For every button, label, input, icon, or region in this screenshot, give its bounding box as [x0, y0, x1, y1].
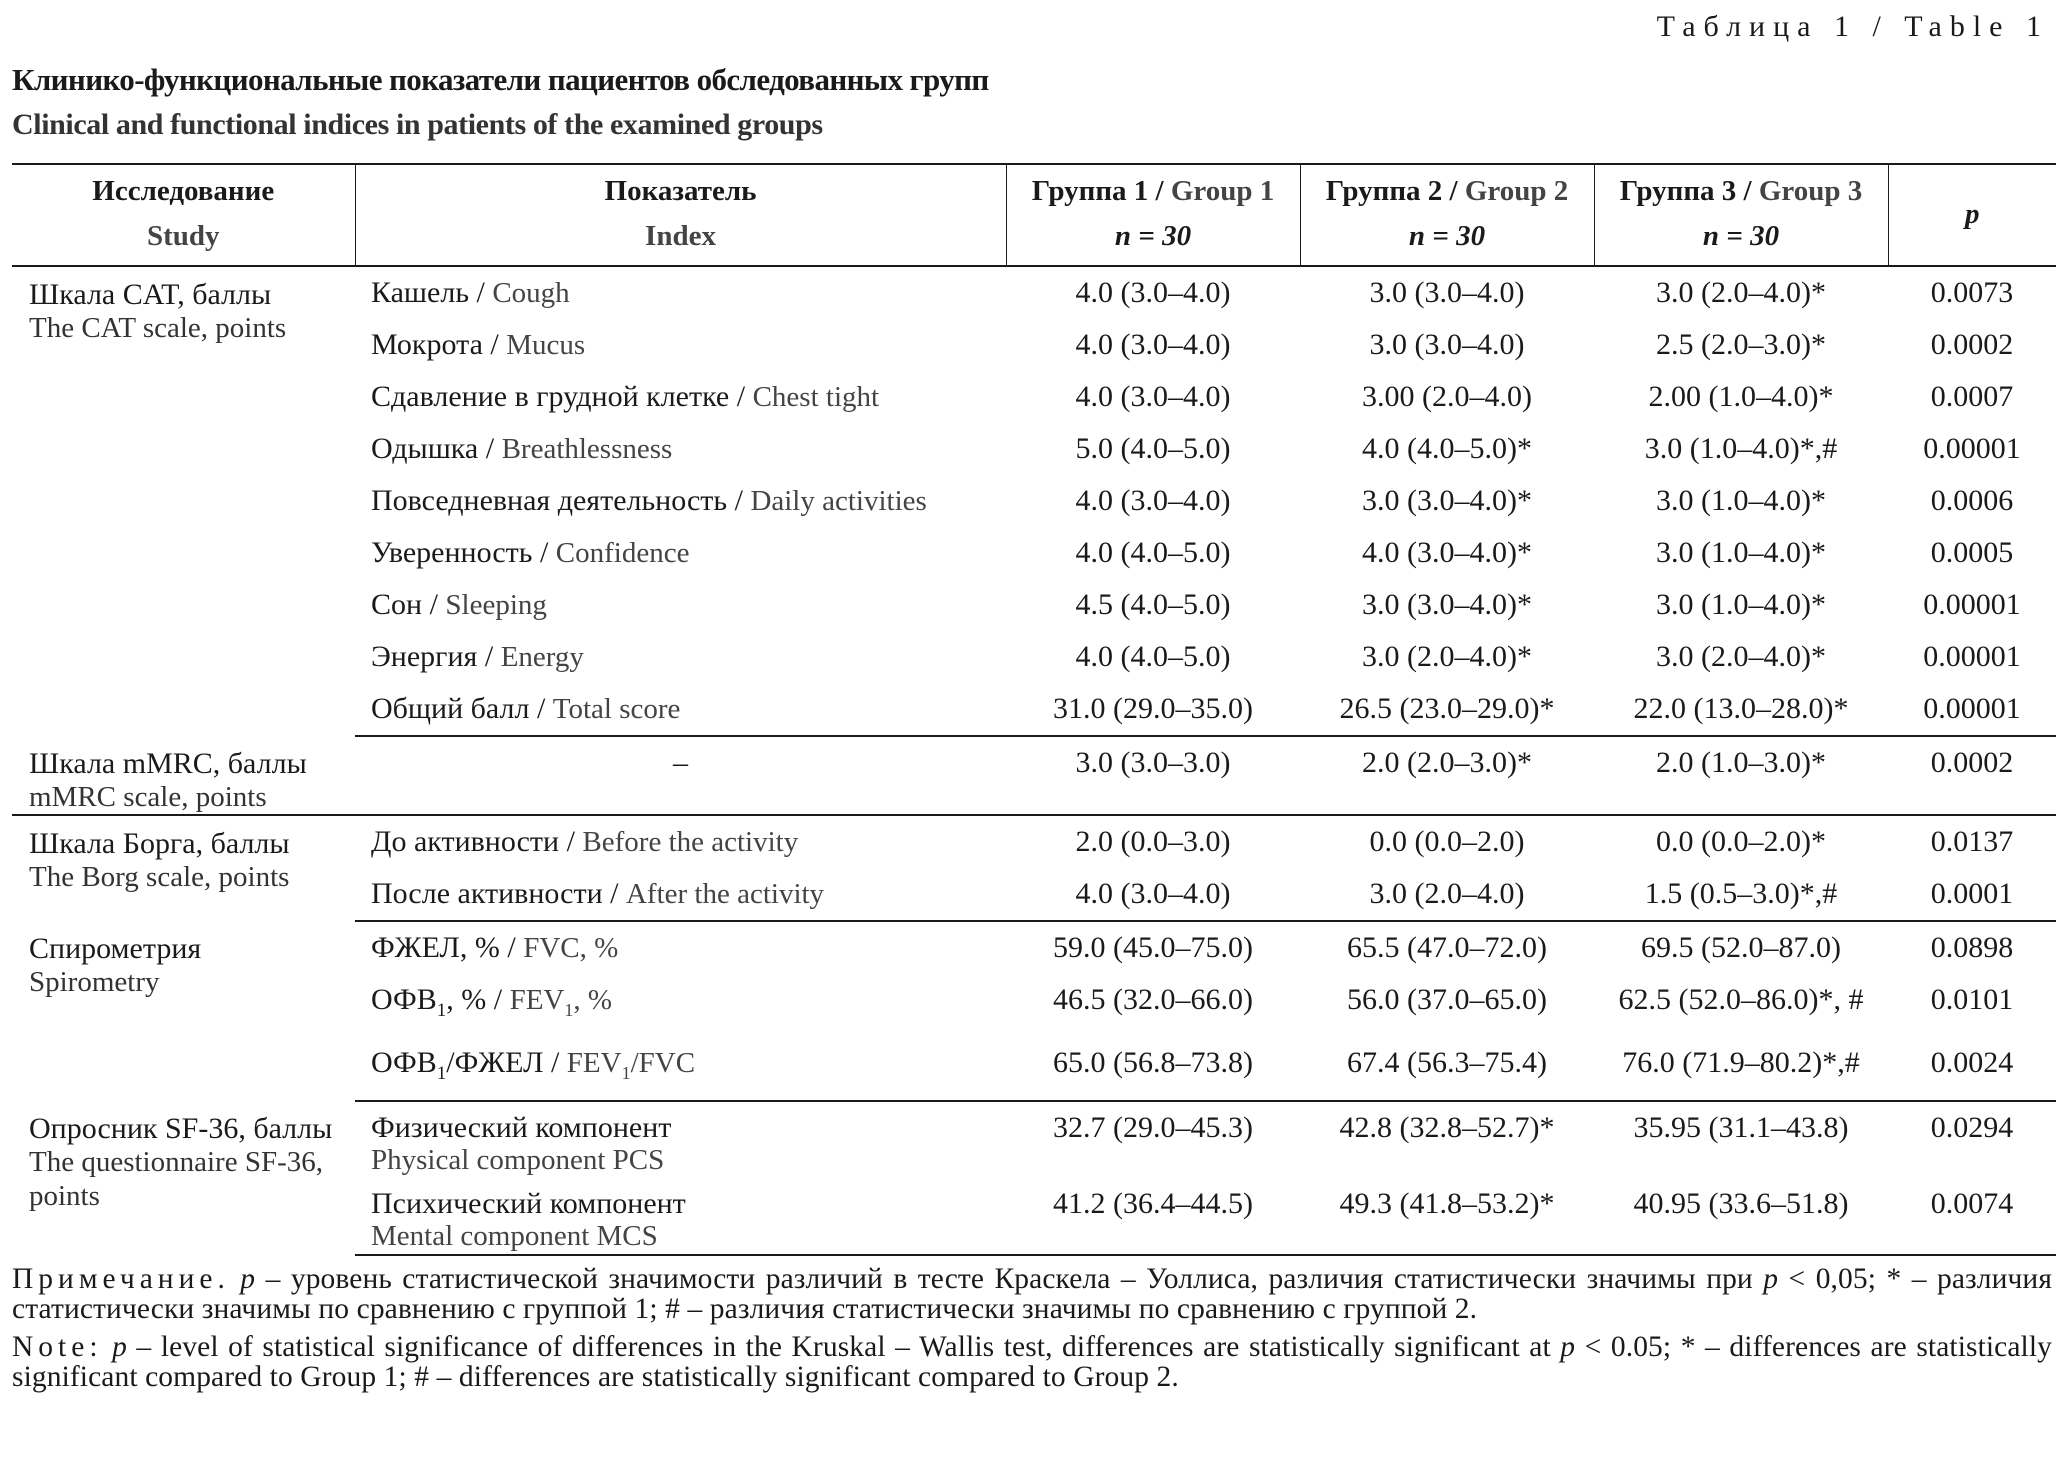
note-en-p: p — [112, 1331, 127, 1363]
study-cell — [12, 815, 355, 921]
study-name-en: The Borg scale, points — [29, 861, 290, 893]
group-1-value: 4.5 (4.0–5.0) — [1075, 588, 1231, 621]
group-1-value: 4.0 (3.0–4.0) — [1075, 328, 1231, 361]
p-value: 0.00001 — [1923, 588, 2021, 621]
group-1-value: 32.7 (29.0–45.3) — [1053, 1111, 1253, 1144]
header-group-2: Группа 2 / Group 2 n = 30 — [1300, 164, 1594, 266]
index-cell: Мокрота / Mucus — [371, 328, 586, 361]
index-cell: Кашель / Cough — [371, 276, 570, 309]
index-cell: Повседневная деятельность / Daily activities — [371, 484, 927, 517]
index-en-rest: , % — [573, 984, 613, 1016]
index-cell: $ОФВ_1$, % / $FEV_1$, % — [371, 983, 613, 1021]
header-index-en: Index — [645, 220, 716, 252]
index-name-ru: Повседневная деятельность — [371, 484, 728, 517]
group-3-value: 35.95 (31.1–43.8) — [1633, 1111, 1849, 1144]
study-name-ru: Спирометрия — [29, 932, 202, 965]
index-name-en: Total score — [552, 693, 681, 725]
table-label: Таблица 1 / Table 1 — [1656, 10, 2049, 43]
p-value: 0.0005 — [1930, 536, 2014, 569]
index-name-ru: Сон — [371, 588, 423, 621]
group-1-value: 2.0 (0.0–3.0) — [1075, 825, 1231, 858]
header-group-ru: Группа 1 — [1031, 175, 1149, 207]
study-cell — [12, 921, 355, 1101]
index-name-en — [566, 1047, 696, 1083]
group-3-value: 3.0 (2.0–4.0)* — [1656, 640, 1826, 673]
group-2-value: 42.8 (32.8–52.7)* — [1339, 1111, 1555, 1144]
table-row — [12, 1101, 2056, 1178]
index-ru-base: ОФВ — [371, 983, 437, 1016]
index-name-ru — [371, 983, 487, 1021]
index-name-ru: ФЖЕЛ, % — [371, 931, 500, 964]
index-name-ru: Психический компонент — [371, 1187, 686, 1220]
header-study-ru: Исследование — [92, 175, 275, 207]
index-cell: Сон / Sleeping — [371, 588, 547, 621]
group-3-value: 69.5 (52.0–87.0) — [1641, 931, 1841, 964]
group-2-value: 4.0 (4.0–5.0)* — [1362, 432, 1532, 465]
group-3-value: 3.0 (2.0–4.0)* — [1656, 276, 1826, 309]
index-name-en: Daily activities — [750, 485, 927, 517]
header-study-en: Study — [146, 220, 220, 252]
p-value: 0.0294 — [1930, 1111, 2014, 1144]
index-cell: До активности / Before the activity — [371, 825, 799, 858]
group-2-value: 0.0 (0.0–2.0) — [1369, 825, 1525, 858]
group-1-value: 46.5 (32.0–66.0) — [1053, 983, 1253, 1016]
index-cell: Одышка / Breathlessness — [371, 432, 673, 465]
group-2-value: 3.0 (3.0–4.0)* — [1362, 588, 1532, 621]
group-3-value: 3.0 (1.0–4.0)*,# — [1644, 432, 1838, 465]
p-value: 0.0002 — [1888, 736, 2056, 815]
p-value: 0.0006 — [1930, 484, 2014, 517]
group-1-value: 4.0 (3.0–4.0) — [1075, 484, 1231, 517]
study-name-en: The CAT scale, points — [29, 312, 287, 344]
index-name-ru: Общий балл — [371, 692, 530, 725]
group-1-value: 59.0 (45.0–75.0) — [1053, 931, 1253, 964]
group-2-value: 56.0 (37.0–65.0) — [1347, 983, 1547, 1016]
group-1-value: 65.0 (56.8–73.8) — [1006, 1037, 1300, 1101]
header-group-n: n = 30 — [1408, 220, 1486, 252]
table-title-ru: Клинико-функциональные показатели пациентов обследованных групп — [12, 62, 989, 97]
header-p — [1888, 164, 2056, 266]
group-3-value: 3.0 (1.0–4.0)* — [1656, 536, 1826, 569]
index-name-ru: После активности — [371, 877, 603, 910]
group-2-value: 67.4 (56.3–75.4) — [1300, 1037, 1594, 1101]
index-name-en: Chest tight — [752, 381, 880, 413]
study-name-ru: Шкала CAT, баллы — [29, 278, 272, 311]
index-en-subscript: 1 — [564, 999, 574, 1020]
table-header-row — [12, 164, 2056, 266]
note-ru-text2: < 0,05; * – различия статистически значимы по сравнению с группой 1; # – различия статистически значимы по сравнению с группой 2. — [12, 1263, 2052, 1325]
clinical-indices-table — [12, 163, 2056, 1256]
index-cell: Уверенность / Confidence — [371, 536, 690, 569]
note-en — [12, 1332, 2052, 1392]
index-cell: После активности / After the activity — [355, 868, 1006, 921]
p-value: 0.00001 — [1888, 683, 2056, 736]
group-2-value: 65.5 (47.0–72.0) — [1347, 931, 1547, 964]
index-name-en: Breathlessness — [501, 433, 673, 465]
p-value: 0.00001 — [1923, 432, 2021, 465]
index-cell: ФЖЕЛ, % / FVC, % — [371, 931, 619, 964]
index-cell — [355, 1101, 1006, 1178]
index-name-en: Mucus — [506, 329, 586, 361]
index-name-ru: Физический компонент — [371, 1111, 672, 1144]
header-group-n: n = 30 — [1702, 220, 1780, 252]
index-ru-base: ОФВ — [371, 1046, 437, 1079]
index-cell — [355, 1178, 1006, 1255]
note-en-text1: – level of statistical significance of differences in the Kruskal – Wallis test, differences are statistically significant at — [126, 1331, 1561, 1363]
header-group-3: Группа 3 / Group 3 n = 30 — [1594, 164, 1888, 266]
index-name-ru: Одышка — [371, 432, 479, 465]
group-1-value: 5.0 (4.0–5.0) — [1075, 432, 1231, 465]
group-2-value: 49.3 (41.8–53.2)* — [1300, 1178, 1594, 1255]
index-name-en: Energy — [500, 641, 584, 673]
header-study — [12, 164, 355, 266]
index-name-en: Cough — [492, 277, 570, 309]
p-value: 0.0002 — [1930, 328, 2014, 361]
study-name-en: The questionnaire SF-36, points — [29, 1146, 323, 1212]
index-ru-subscript: 1 — [436, 1063, 447, 1084]
group-2-value: 2.0 (2.0–3.0)* — [1300, 736, 1594, 815]
table-row — [12, 921, 2056, 974]
index-name-en: FVC, % — [523, 932, 619, 964]
group-3-value: 2.5 (2.0–3.0)* — [1656, 328, 1826, 361]
header-index-ru: Показатель — [604, 175, 757, 207]
study-name-ru: Шкала Борга, баллы — [29, 827, 290, 860]
group-1-value: 4.0 (3.0–4.0) — [1075, 380, 1231, 413]
study-name-ru: Шкала mMRC, баллы — [29, 747, 307, 780]
note-ru-p: p — [240, 1263, 256, 1295]
p-value: 0.0001 — [1888, 868, 2056, 921]
study-cell — [12, 1101, 355, 1255]
index-name-ru: До активности — [371, 825, 560, 858]
table-row — [12, 815, 2056, 868]
index-cell: Энергия / Energy — [371, 640, 584, 673]
note-ru — [12, 1264, 2052, 1324]
p-value: 0.0137 — [1930, 825, 2014, 858]
table-title-en: Clinical and functional indices in patients of the examined groups — [12, 108, 823, 141]
index-name-en: Sleeping — [445, 589, 547, 621]
index-name-en: Before the activity — [582, 826, 799, 858]
note-ru-text1: – уровень статистической значимости различий в тесте Краскела – Уоллиса, различия статистически значимы при — [255, 1263, 1764, 1295]
index-cell: Сдавление в грудной клетке / Chest tight — [371, 380, 880, 413]
index-dash: – — [673, 746, 688, 779]
group-3-value: 3.0 (1.0–4.0)* — [1656, 588, 1826, 621]
study-name-en: mMRC scale, points — [29, 781, 267, 813]
group-2-value: 4.0 (3.0–4.0)* — [1362, 536, 1532, 569]
study-name-ru: Опросник SF-36, баллы — [29, 1112, 333, 1145]
index-name-ru: Сдавление в грудной клетке — [371, 380, 730, 413]
group-2-value: 3.0 (2.0–4.0) — [1300, 868, 1594, 921]
header-group-ru: Группа 2 — [1325, 175, 1443, 207]
group-3-value: 2.00 (1.0–4.0)* — [1648, 380, 1834, 413]
group-3-value: 40.95 (33.6–51.8) — [1594, 1178, 1888, 1255]
study-cell — [12, 736, 355, 815]
group-2-value: 3.0 (3.0–4.0)* — [1362, 484, 1532, 517]
group-1-value: 4.0 (4.0–5.0) — [1075, 640, 1231, 673]
group-2-value: 26.5 (23.0–29.0)* — [1300, 683, 1594, 736]
group-3-value: 0.0 (0.0–2.0)* — [1656, 825, 1826, 858]
table-row — [12, 266, 2056, 319]
header-index — [355, 164, 1006, 266]
header-group-en: Group 1 — [1170, 175, 1275, 207]
header-group-en: Group 2 — [1464, 175, 1569, 207]
group-3-value: 3.0 (1.0–4.0)* — [1656, 484, 1826, 517]
index-name-en: Confidence — [555, 537, 690, 569]
header-group-n: n = 30 — [1114, 220, 1192, 252]
index-name-en — [509, 984, 613, 1020]
group-1-value: 31.0 (29.0–35.0) — [1006, 683, 1300, 736]
group-1-value: 4.0 (3.0–4.0) — [1075, 276, 1231, 309]
index-name-en: Mental component MCS — [371, 1220, 658, 1252]
index-cell: Общий балл / Total score — [355, 683, 1006, 736]
header-group-ru: Группа 3 — [1619, 175, 1737, 207]
p-value: 0.0101 — [1930, 983, 2014, 1016]
p-value: 0.0007 — [1930, 380, 2014, 413]
group-3-value: 22.0 (13.0–28.0)* — [1594, 683, 1888, 736]
group-2-value: 3.00 (2.0–4.0) — [1362, 380, 1532, 413]
p-value: 0.0024 — [1888, 1037, 2056, 1101]
group-1-value: 4.0 (3.0–4.0) — [1006, 868, 1300, 921]
group-2-value: 3.0 (3.0–4.0) — [1369, 276, 1525, 309]
note-ru-label: Примечание. — [12, 1263, 230, 1295]
index-cell — [355, 736, 1006, 815]
index-name-en: Physical component PCS — [371, 1144, 665, 1176]
index-en-subscript: 1 — [621, 1062, 631, 1083]
study-name-en: Spirometry — [29, 966, 160, 998]
index-cell: $ОФВ_1$/ФЖЕЛ / $FEV_1$/FVC — [355, 1037, 1006, 1101]
group-3-value: 62.5 (52.0–86.0)*, # — [1618, 983, 1864, 1016]
index-en-base: FEV — [566, 1047, 622, 1079]
table-body — [12, 266, 2056, 1255]
note-en-label: Note: — [12, 1331, 103, 1363]
group-3-value: 76.0 (71.9–80.2)*,# — [1594, 1037, 1888, 1101]
index-ru-rest: , % — [446, 983, 487, 1016]
index-en-base: FEV — [509, 984, 565, 1016]
group-1-value: 3.0 (3.0–3.0) — [1006, 736, 1300, 815]
group-3-value: 2.0 (1.0–3.0)* — [1594, 736, 1888, 815]
index-name-en: After the activity — [625, 878, 825, 910]
header-group-1: Группа 1 / Group 1 n = 30 — [1006, 164, 1300, 266]
index-ru-subscript: 1 — [436, 1000, 447, 1021]
group-2-value: 3.0 (3.0–4.0) — [1369, 328, 1525, 361]
study-cell — [12, 266, 355, 736]
table-row — [12, 736, 2056, 815]
note-en-p2: p — [1560, 1331, 1576, 1363]
index-name-ru: Кашель — [371, 276, 469, 309]
index-ru-rest: /ФЖЕЛ — [446, 1046, 544, 1079]
index-name-ru: Мокрота — [371, 328, 483, 361]
header-p-label: p — [1965, 197, 1980, 230]
group-1-value: 41.2 (36.4–44.5) — [1006, 1178, 1300, 1255]
group-3-value: 1.5 (0.5–3.0)*,# — [1594, 868, 1888, 921]
note-en-text2: < 0.05; * – differences are statistically significant compared to Group 1; # – differences are statistically significant compared to Group 2. — [12, 1331, 2052, 1393]
header-group-en: Group 3 — [1758, 175, 1863, 207]
group-1-value: 4.0 (4.0–5.0) — [1075, 536, 1231, 569]
p-value: 0.0898 — [1930, 931, 2014, 964]
index-name-ru: Уверенность — [371, 536, 533, 569]
note-ru-p2: p — [1763, 1263, 1779, 1295]
index-en-rest: /FVC — [630, 1047, 696, 1079]
p-value: 0.0074 — [1888, 1178, 2056, 1255]
index-name-ru: Энергия — [371, 640, 478, 673]
group-2-value: 3.0 (2.0–4.0)* — [1362, 640, 1532, 673]
p-value: 0.00001 — [1923, 640, 2021, 673]
p-value: 0.0073 — [1930, 276, 2014, 309]
